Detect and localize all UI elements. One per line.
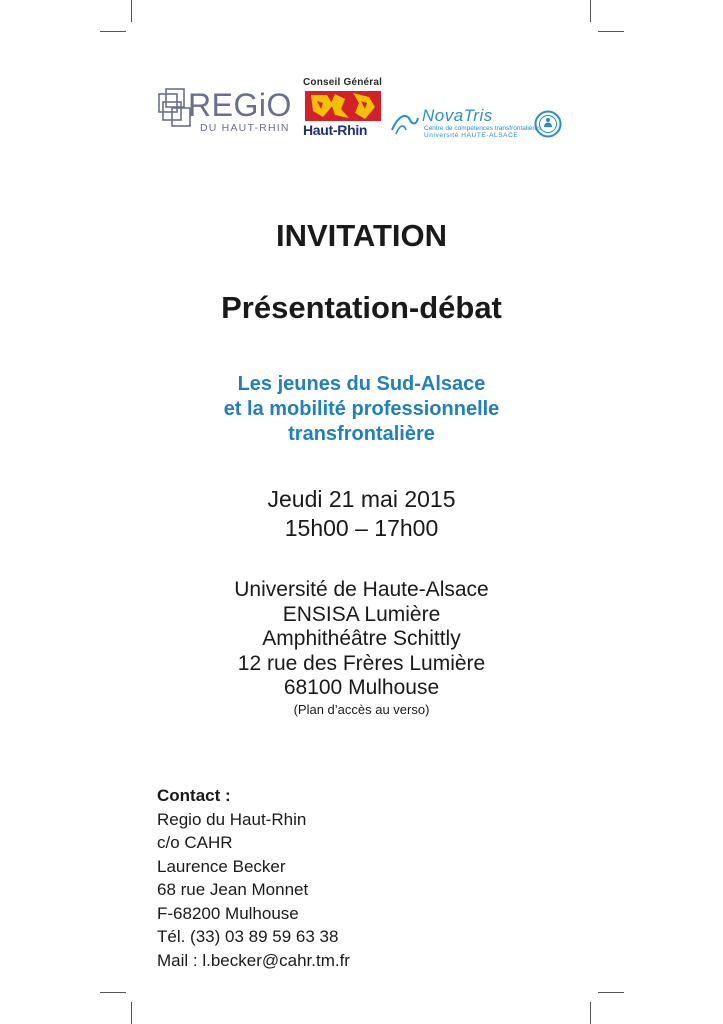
crop-mark — [598, 992, 624, 993]
location-line: Amphithéâtre Schittly — [262, 627, 461, 650]
conseil-general-label: Conseil Général — [303, 77, 383, 88]
event-type-heading: Présentation-débat — [221, 290, 502, 325]
location-line: 68100 Mulhouse — [283, 676, 440, 699]
conseil-general-logo — [301, 77, 383, 141]
invitation-title: INVITATION — [275, 218, 448, 253]
regio-subtitle: DU HAUT-RHIN — [200, 122, 290, 134]
access-map-note: (Plan d’accès au verso) — [293, 701, 430, 717]
topic-line: Les jeunes du Sud-Alsace — [237, 373, 486, 395]
location-line: 12 rue des Frères Lumière — [237, 651, 486, 675]
contact-line: Laurence Becker — [157, 856, 286, 876]
event-date: Jeudi 21 mai 2015 — [267, 486, 456, 512]
contact-heading: Contact : — [157, 786, 231, 805]
contact-block — [157, 784, 350, 972]
haut-rhin-flag-icon — [305, 91, 381, 121]
crop-mark — [590, 1002, 591, 1024]
crop-mark — [100, 992, 126, 993]
haut-rhin-label: Haut-Rhin — [303, 122, 368, 138]
event-time: 15h00 – 17h00 — [284, 515, 439, 541]
contact-line: Regio du Haut-Rhin — [157, 809, 307, 829]
contact-line: 68 rue Jean Monnet — [157, 880, 309, 899]
novatris-wordmark: NovaTris — [422, 106, 493, 125]
crop-mark — [598, 31, 624, 32]
novatris-logo — [390, 106, 542, 140]
location-line: Université de Haute-Alsace — [234, 578, 489, 601]
novatris-tagline: Centre de compétences transfrontalières — [424, 125, 542, 132]
topic-line: transfrontalière — [288, 423, 435, 445]
location-line: ENSISA Lumière — [282, 602, 441, 626]
crop-mark — [131, 0, 132, 22]
crop-mark — [100, 31, 126, 32]
event-location — [0, 578, 723, 719]
crop-mark — [131, 1002, 132, 1024]
contact-line: c/o CAHR — [157, 833, 233, 852]
event-datetime — [0, 485, 723, 543]
regio-wordmark: REGiO — [188, 87, 292, 123]
contact-email: Mail : l.becker@cahr.tm.fr — [157, 950, 350, 970]
university-seal-icon — [534, 110, 562, 138]
contact-line: F-68200 Mulhouse — [157, 903, 299, 923]
topic-line: et la mobilité professionnelle — [223, 398, 500, 420]
contact-phone: Tél. (33) 03 89 59 63 38 — [157, 927, 339, 946]
event-topic — [0, 372, 723, 447]
regio-logo — [158, 88, 293, 134]
novatris-university: Université HAUTE-ALSACE — [424, 132, 519, 139]
novatris-swoosh-icon — [390, 110, 420, 136]
crop-mark — [590, 0, 591, 22]
